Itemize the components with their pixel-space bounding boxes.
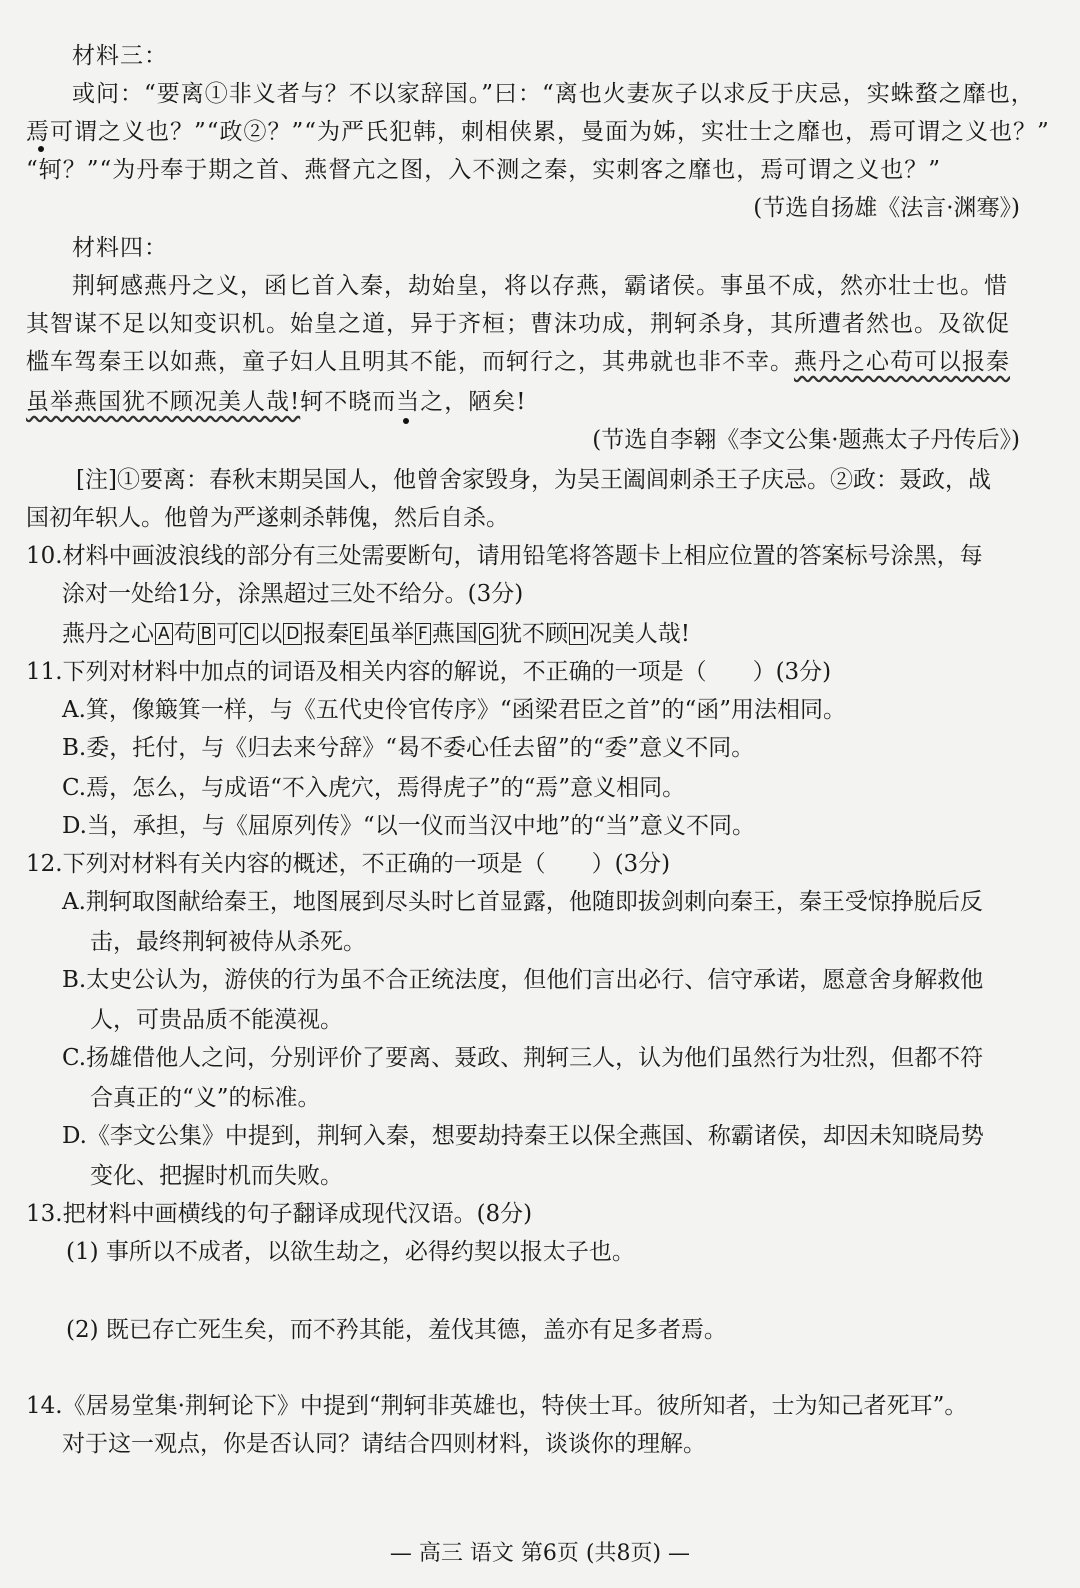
q13-item-1: (1) 事所以不成者，以欲生劫之，必得约契以报太子也。: [66, 1239, 635, 1265]
q12-option-c-cont: 合真正的“义”的标准。: [90, 1085, 321, 1111]
material3-heading: 材料三：: [72, 43, 168, 69]
q14-line-2: 对于这一观点，你是否认同？请结合四则材料，谈谈你的理解。: [62, 1431, 706, 1457]
q12-option-b-cont: 人，可贵品质不能漠视。: [90, 1007, 343, 1033]
note-line-2: 国初年轵人。他曾为严遂刺杀韩傀，然后自杀。: [26, 505, 509, 531]
wavy-text-1: 燕丹之心苟可以报秦: [794, 349, 1010, 375]
material4-line-2: 其智谋不足以知变识机。始皇之道，异于齐桓；曹沫功成，荆轲杀身，其所遭者然也。及欲促: [26, 311, 1010, 337]
q12-option-a-cont: 击，最终荆轲被侍从杀死。: [90, 929, 366, 955]
wavy-text-2: 虽举燕国犹不顾况美人哉!: [26, 389, 301, 415]
segment: 燕丹之心: [62, 621, 154, 647]
emphasis-dot: [38, 146, 44, 152]
page-footer: — 高三 语文 第6页 (共8页) —: [389, 1541, 691, 1566]
material4-line-4-tail: 轲不晓而当之，陋矣!: [300, 389, 527, 415]
q12-option-a: A.荆轲取图献给秦王，地图展到尽头时匕首显露，他随即拔剑刺向秦王，秦王受惊挣脱后反: [62, 889, 983, 915]
answer-box-g[interactable]: G: [479, 623, 498, 645]
segment: 虽举: [368, 621, 415, 647]
note-line-1: [注]①要离：春秋末期吴国人，他曾舍家毁身，为吴王阖闾刺杀王子庆忌。②政：聂政，战: [76, 467, 991, 493]
answer-box-h[interactable]: H: [569, 623, 588, 645]
segment: 以: [259, 621, 283, 647]
answer-box-e[interactable]: E: [350, 623, 367, 645]
q10-segmentation: [62, 616, 1080, 652]
segment: 况美人哉!: [588, 621, 691, 647]
answer-box-d[interactable]: D: [283, 623, 302, 645]
material3-line-1: 或问：“要离①非义者与？不以家辞国。”曰：“离也火妻灰子以求反于庆忌，实蛛蝥之靡也，: [72, 81, 1035, 107]
q12-option-d-cont: 变化、把握时机而失败。: [90, 1163, 343, 1189]
q12-stem: 12.下列对材料有关内容的概述，不正确的一项是（ ）(3分): [26, 851, 671, 877]
q11-option-c: C.焉，怎么，与成语“不入虎穴，焉得虎子”的“焉”意义相同。: [62, 775, 686, 801]
segment: 燕国: [431, 621, 478, 647]
segment: 犹不顾: [499, 621, 568, 647]
q13-item-2: (2) 既已存亡死生矣，而不矜其能，羞伐其德，盖亦有足多者焉。: [66, 1317, 727, 1343]
material4-line-4: [26, 384, 1080, 420]
material4-heading: 材料四：: [72, 235, 168, 261]
answer-box-f[interactable]: F: [415, 623, 431, 645]
segment: 苟: [173, 621, 197, 647]
material3-line-2: 焉可谓之义也？”“政②？”“为严氏犯韩，刺相侠累，曼面为姊，实壮士之靡也，焉可谓之义也？”: [26, 119, 1050, 145]
q11-stem: 11.下列对材料中加点的词语及相关内容的解说，不正确的一项是（ ）(3分): [26, 659, 832, 685]
q13-stem: 13.把材料中画横线的句子翻译成现代汉语。(8分): [26, 1201, 533, 1227]
material4-source: (节选自李翱《李文公集·题燕太子丹传后》): [592, 427, 1020, 453]
material3-line-3: “轲？”“为丹奉于期之首、燕督亢之图，入不测之秦，实刺客之靡也，焉可谓之义也？”: [26, 157, 942, 183]
answer-box-a[interactable]: A: [155, 623, 173, 645]
material3-source: (节选自扬雄《法言·渊骞》): [753, 195, 1020, 221]
q11-option-b: B.委，托付，与《归去来兮辞》“曷不委心任去留”的“委”意义不同。: [62, 735, 755, 761]
q12-option-c: C.扬雄借他人之问，分别评价了要离、聂政、荆轲三人，认为他们虽然行为壮烈，但都不符: [62, 1045, 984, 1071]
q10-line-2: 涂对一处给1分，涂黑超过三处不给分。(3分): [62, 581, 524, 607]
answer-box-b[interactable]: B: [198, 623, 216, 645]
segment: 报秦: [303, 621, 350, 647]
material4-line-3: [26, 344, 1080, 380]
q11-option-d: D.当，承担，与《屈原列传》“以一仪而当汉中地”的“当”意义不同。: [62, 813, 755, 839]
material4-line-3-text: 槛车驾秦王以如燕，童子妇人且明其不能，而轲行之，其弗就也非不幸。: [26, 349, 794, 375]
q12-option-b: B.太史公认为，游侠的行为虽不合正统法度，但他们言出必行、信守承诺，愿意舍身解救他: [62, 967, 984, 993]
q12-option-d: D.《李文公集》中提到，荆轲入秦，想要劫持秦王以保全燕国、称霸诸侯，却因未知晓局势: [62, 1123, 984, 1149]
answer-box-c[interactable]: C: [240, 623, 258, 645]
q11-option-a: A.箕，像簸箕一样，与《五代史伶官传序》“函梁君臣之首”的“函”用法相同。: [62, 697, 846, 723]
q10-line-1: 10.材料中画波浪线的部分有三处需要断句，请用铅笔将答题卡上相应位置的答案标号涂黑，每: [26, 543, 983, 569]
q14-line-1: 14.《居易堂集·荆轲论下》中提到“荆轲非英雄也，特侠士耳。彼所知者，士为知己者死耳”。: [26, 1393, 968, 1419]
material4-line-1: 荆轲感燕丹之义，函匕首入秦，劫始皇，将以存燕，霸诸侯。事虽不成，然亦壮士也。惜: [72, 273, 1008, 299]
segment: 可: [216, 621, 240, 647]
